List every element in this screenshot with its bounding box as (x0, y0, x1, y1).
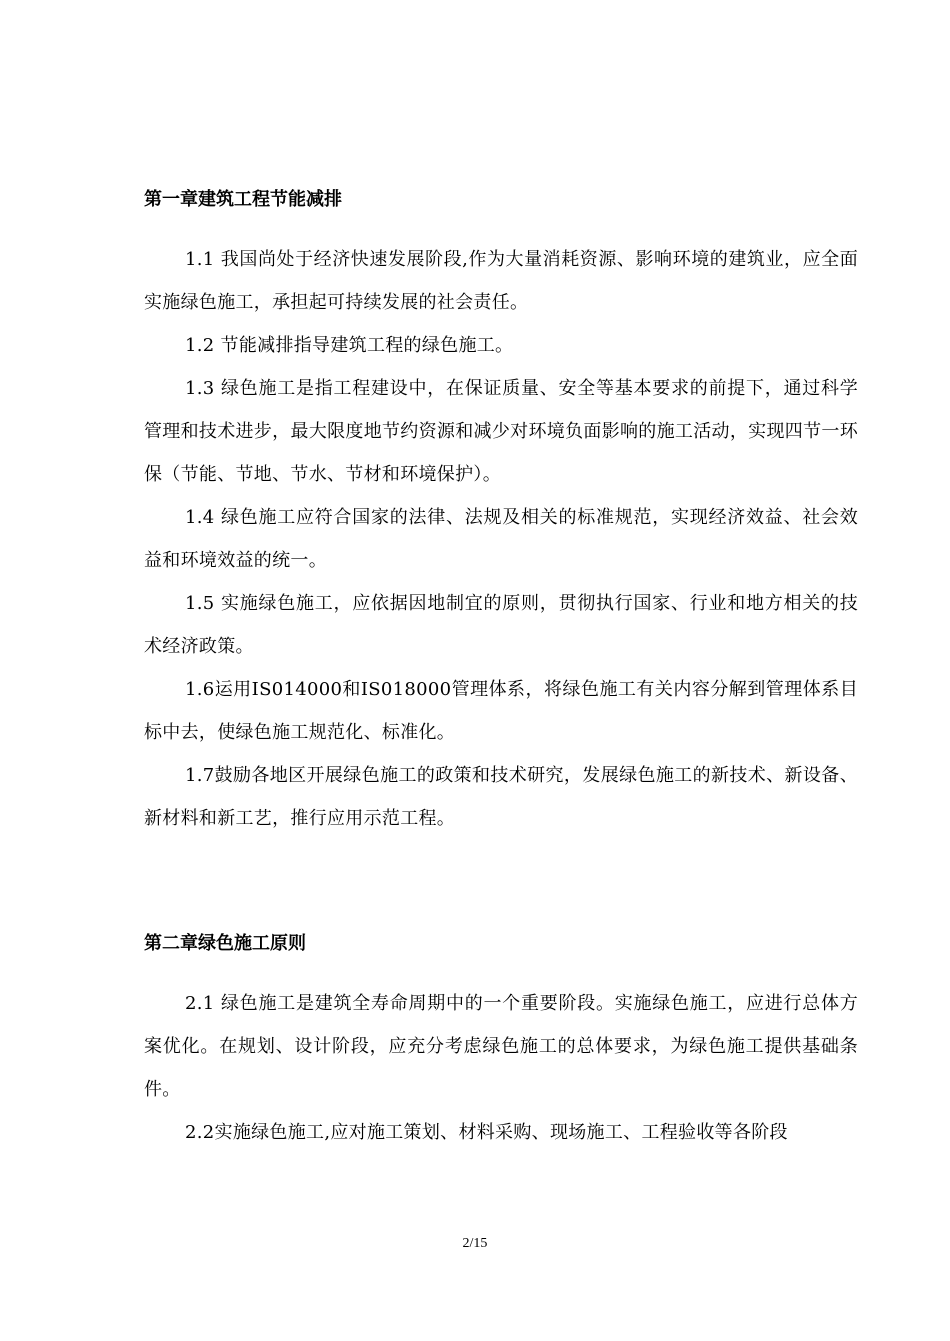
chapter-2-heading: 第二章绿色施工原则 (144, 933, 306, 954)
page-number: 2/15 (462, 1236, 488, 1251)
page-body (144, 180, 858, 1154)
chapter-1-heading: 第一章建筑工程节能减排 (144, 189, 342, 210)
paragraph-2-1: 2.1 绿色施工是建筑全寿命周期中的一个重要阶段。实施绿色施工，应进行总体方案优化。在规划、设计阶段，应充分考虑绿色施工的总体要求，为绿色施工提供基础条件。 (144, 993, 858, 1100)
paragraph-1-4: 1.4 绿色施工应符合国家的法律、法规及相关的标准规范，实现经济效益、社会效益和环境效益的统一。 (144, 507, 858, 571)
paragraph-1-1: 1.1 我国尚处于经济快速发展阶段,作为大量消耗资源、影响环境的建筑业，应全面实施绿色施工，承担起可持续发展的社会责任。 (144, 249, 858, 313)
paragraph-2-2: 2.2实施绿色施工,应对施工策划、材料采购、现场施工、工程验收等各阶段 (185, 1122, 788, 1143)
paragraph-1-7: 1.7鼓励各地区开展绿色施工的政策和技术研究，发展绿色施工的新技术、新设备、新材料和新工艺，推行应用示范工程。 (144, 765, 858, 829)
paragraph-1-6: 1.6运用IS014000和IS018000管理体系，将绿色施工有关内容分解到管理体系目标中去，使绿色施工规范化、标准化。 (144, 679, 858, 743)
paragraph-1-3: 1.3 绿色施工是指工程建设中，在保证质量、安全等基本要求的前提下，通过科学管理和技术进步，最大限度地节约资源和减少对环境负面影响的施工活动，实现四节一环保（节能、节地、节水、节材和环境保护）。 (144, 378, 858, 485)
paragraph-1-2: 1.2 节能减排指导建筑工程的绿色施工。 (185, 335, 514, 356)
paragraph-1-5: 1.5 实施绿色施工，应依据因地制宜的原则，贯彻执行国家、行业和地方相关的技术经济政策。 (144, 593, 858, 657)
